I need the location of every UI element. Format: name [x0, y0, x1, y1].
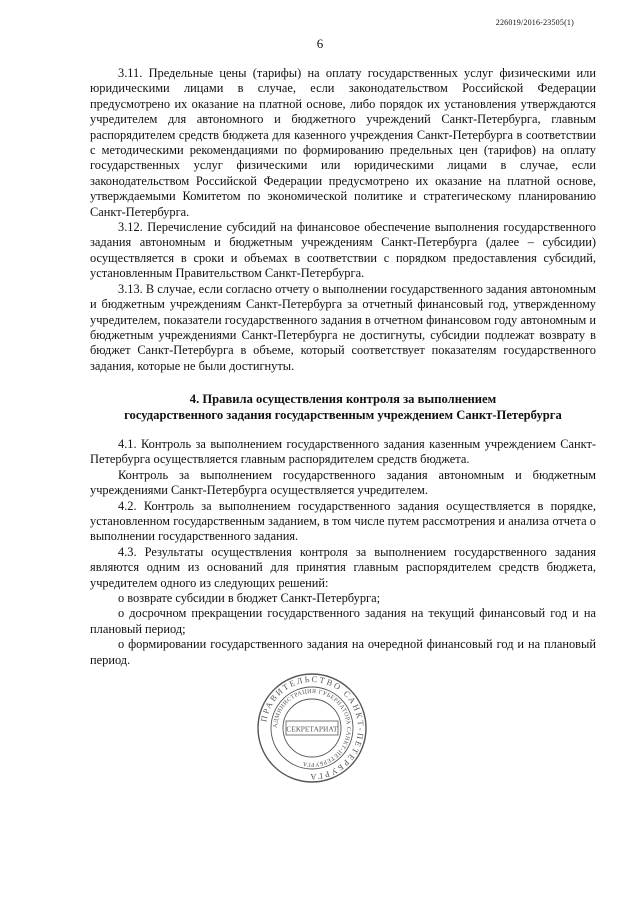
document-registration-number: 226019/2016-23505(1)	[495, 18, 574, 27]
paragraph-4-2: 4.2. Контроль за выполнением государственного задания осуществляется в порядке, установленном государственным заданием, в том числе путем рассмотрения и анализа отчета о выполнении государственного задания.	[90, 498, 596, 544]
page-number: 6	[316, 36, 324, 51]
section-4-heading-line1: 4. Правила осуществления контроля за выполнением	[189, 392, 497, 407]
secretariat-seal	[256, 672, 368, 784]
decision-item-new-assignment: о формировании государственного задания на очередной финансовый год и на плановый период.	[90, 637, 596, 667]
seal-outer-text-path: ПРАВИТЕЛЬСТВО САНКТ-ПЕТЕРБУРГА	[259, 674, 366, 782]
paragraph-3-11: 3.11. Предельные цены (тарифы) на оплату государственных услуг физическими или юридическими лицами в случае, если законодательством Российской Федерации предусмотрено их оказание на платной основе, либо порядок их установления утверждаются учредителем для автономного и бюджетного учреждений Санкт-Петербурга, главным распорядителем средств бюджета для казенного учреждения Санкт-Петербурга в соответствии с методическими рекомендациями по формированию предельных цен (тарифов) на оплату государственных услуг физическими или юридическими лицами в случае, если законодательством Российской Федерации предусмотрено их оказание на платной основе, утверждаемыми Комитетом по экономической политике и стратегическому планированию Санкт-Петербурга.	[90, 66, 596, 219]
seal-inner-text-path: АДМИНИСТРАЦИЯ ГУБЕРНАТОРА САНКТ-ПЕТЕРБУРГА	[272, 688, 352, 768]
document-body	[90, 66, 596, 668]
decision-item-refund: о возврате субсидии в бюджет Санкт-Петербурга;	[118, 591, 381, 605]
decision-item-early-termination: о досрочном прекращении государственного задания на текущий финансовый год и на плановый период;	[90, 606, 596, 636]
paragraph-3-13: 3.13. В случае, если согласно отчету о выполнении государственного задания автономным и бюджетным учреждениям Санкт-Петербурга за отчетный финансовый год, утвержденному учредителем, показатели государственного задания в отчетном финансовом году автономным и бюджетным учреждениями Санкт-Петербурга не достигнуты, субсидии подлежат возврату в бюджет Санкт-Петербурга в объеме, который соответствует показателям государственного задания, которые не были достигнуты.	[90, 281, 596, 373]
paragraph-4-1: 4.1. Контроль за выполнением государственного задания казенным учреждением Санкт-Петербурга осуществляется главным распорядителем средств бюджета.	[90, 436, 596, 467]
section-4-heading	[90, 392, 596, 423]
section-4-heading-line2: государственного задания государственным учреждением Санкт-Петербурга	[124, 407, 562, 422]
paragraph-3-12: 3.12. Перечисление субсидий на финансовое обеспечение выполнения государственного задания автономным и бюджетным учреждениям Санкт-Петербурга (далее – субсидии) осуществляется в сроки и объемах в соответствии с порядком предоставления субсидий, установленным Правительством Санкт-Петербурга.	[90, 220, 596, 281]
seal-center-text: СЕКРЕТАРИАТ	[286, 724, 338, 734]
paragraph-4-1-continued: Контроль за выполнением государственного задания автономным и бюджетным учреждениями Санкт-Петербурга осуществляется учредителем.	[90, 467, 596, 498]
paragraph-4-3: 4.3. Результаты осуществления контроля за выполнением государственного задания являются одним из оснований для принятия главным распорядителем средств бюджета, учредителем одного из следующих решений:	[90, 544, 596, 590]
seal-graphic	[256, 672, 368, 784]
